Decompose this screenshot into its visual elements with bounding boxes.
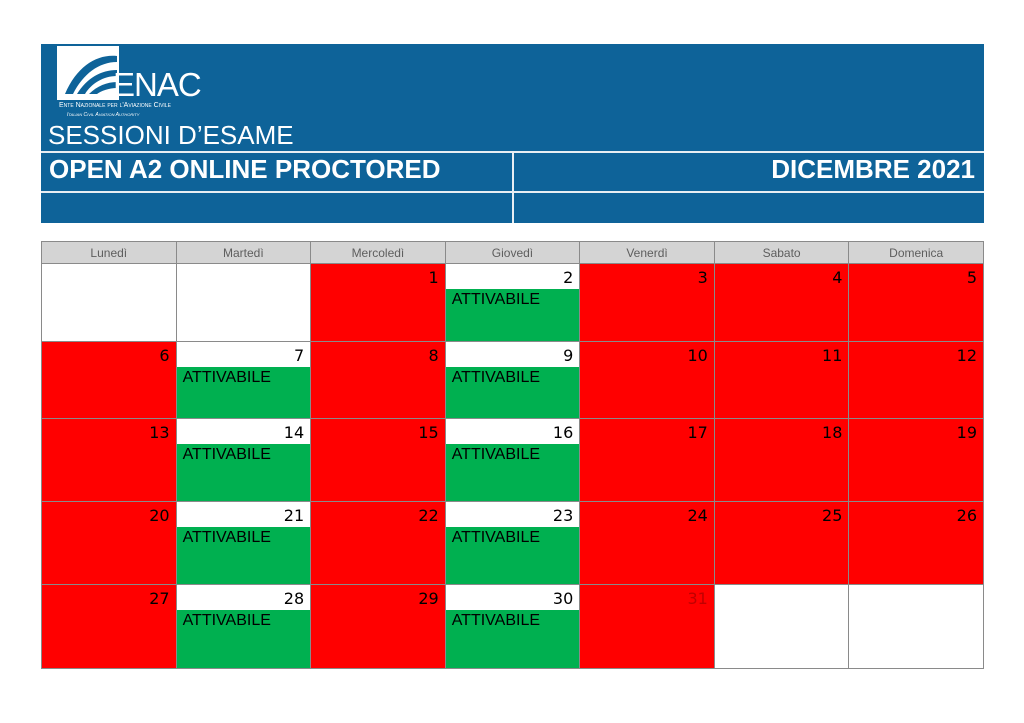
calendar-day-cell (445, 342, 580, 419)
calendar-day-cell (849, 502, 984, 585)
day-number: 1 (428, 268, 439, 287)
day-number: 29 (418, 589, 439, 608)
status-label: ATTIVABILE (451, 612, 541, 629)
day-number: 5 (966, 268, 977, 287)
status-label: ATTIVABILE (451, 369, 541, 386)
calendar-day-cell (580, 342, 715, 419)
day-number: 18 (822, 423, 843, 442)
calendar-day-cell (445, 502, 580, 585)
day-number: 7 (293, 346, 305, 365)
day-number: 27 (149, 589, 170, 608)
calendar-day-cell (311, 419, 446, 502)
calendar-day-cell (445, 264, 580, 342)
calendar-day-cell (714, 264, 849, 342)
day-number: 16 (552, 423, 574, 442)
day-number: 14 (283, 423, 305, 442)
calendar-day-cell (714, 419, 849, 502)
calendar-day-cell (176, 502, 311, 585)
day-number: 3 (697, 268, 708, 287)
day-number: 9 (563, 346, 574, 365)
weekday-label: Martedì (176, 242, 311, 264)
day-number: 23 (552, 506, 574, 525)
day-number: 22 (418, 506, 439, 525)
calendar-day-cell (849, 342, 984, 419)
calendar-day-cell (311, 264, 446, 342)
weekday-label: Mercoledì (311, 242, 446, 264)
calendar-day-cell (714, 342, 849, 419)
day-number: 17 (687, 423, 708, 442)
calendar-day-cell (176, 342, 311, 419)
day-number: 13 (149, 423, 170, 442)
weekday-label: Lunedì (42, 242, 177, 264)
calendar-day-cell (42, 419, 177, 502)
day-number-box (177, 342, 311, 367)
calendar-day-cell (849, 585, 984, 669)
status-label: ATTIVABILE (182, 369, 271, 386)
day-number: 4 (832, 268, 843, 287)
sessioni-heading: SESSIONI D’ESAME (48, 120, 294, 150)
divider-vertical (512, 151, 514, 223)
day-number: 8 (428, 346, 439, 365)
weekday-header-row (42, 242, 984, 264)
logo-subtitle-english: Italian Civil Aviation Authority (67, 112, 140, 118)
calendar-day-cell (311, 342, 446, 419)
calendar-day-cell (714, 502, 849, 585)
calendar-week-row (42, 264, 984, 342)
calendar-week-row (42, 419, 984, 502)
divider (41, 191, 984, 193)
day-number: 10 (687, 346, 708, 365)
day-number: 21 (283, 506, 305, 525)
day-number: 12 (956, 346, 977, 365)
calendar-day-cell (176, 264, 311, 342)
day-number: 30 (552, 589, 574, 608)
day-number: 20 (149, 506, 170, 525)
month-title: DICEMBRE 2021 (771, 154, 975, 184)
weekday-label: Sabato (714, 242, 849, 264)
calendar-week-row (42, 502, 984, 585)
calendar-day-cell (580, 585, 715, 669)
calendar-day-cell (580, 502, 715, 585)
exam-type-title: OPEN A2 ONLINE PROCTORED (49, 154, 441, 184)
calendar-day-cell (714, 585, 849, 669)
logo-subtitle-italian: Ente Nazionale per l'Aviazione Civile (59, 102, 171, 109)
calendar-day-cell (849, 419, 984, 502)
header-banner (41, 44, 984, 223)
day-number: 11 (822, 346, 843, 365)
status-label: ATTIVABILE (182, 446, 271, 463)
calendar-day-cell (176, 585, 311, 669)
calendar-day-cell (580, 419, 715, 502)
calendar-day-cell (849, 264, 984, 342)
calendar-day-cell (311, 502, 446, 585)
day-number: 2 (563, 268, 574, 287)
status-label: ATTIVABILE (182, 612, 271, 629)
weekday-label: Domenica (849, 242, 984, 264)
weekday-label: Giovedì (445, 242, 580, 264)
calendar-grid (41, 241, 984, 669)
status-label: ATTIVABILE (451, 291, 541, 308)
day-number: 26 (956, 506, 977, 525)
calendar-day-cell (42, 264, 177, 342)
day-number: 31 (687, 589, 708, 608)
calendar-day-cell (311, 585, 446, 669)
day-number: 15 (418, 423, 439, 442)
enac-logo-icon (57, 46, 119, 100)
calendar-day-cell (445, 419, 580, 502)
day-number-box (446, 264, 580, 289)
calendar-week-row (42, 585, 984, 669)
day-number: 25 (822, 506, 843, 525)
status-label: ATTIVABILE (451, 446, 541, 463)
day-number: 28 (283, 589, 305, 608)
calendar-day-cell (445, 585, 580, 669)
calendar-week-row (42, 342, 984, 419)
calendar-day-cell (42, 502, 177, 585)
calendar-day-cell (42, 585, 177, 669)
enac-logo (57, 46, 217, 122)
day-number-box (446, 342, 580, 367)
status-label: ATTIVABILE (182, 529, 271, 546)
day-number: 19 (956, 423, 977, 442)
day-number: 24 (687, 506, 708, 525)
calendar-day-cell (42, 342, 177, 419)
weekday-label: Venerdì (580, 242, 715, 264)
status-label: ATTIVABILE (451, 529, 541, 546)
calendar-day-cell (176, 419, 311, 502)
calendar-day-cell (580, 264, 715, 342)
logo-name: ENAC (113, 66, 201, 103)
day-number: 6 (159, 346, 170, 365)
